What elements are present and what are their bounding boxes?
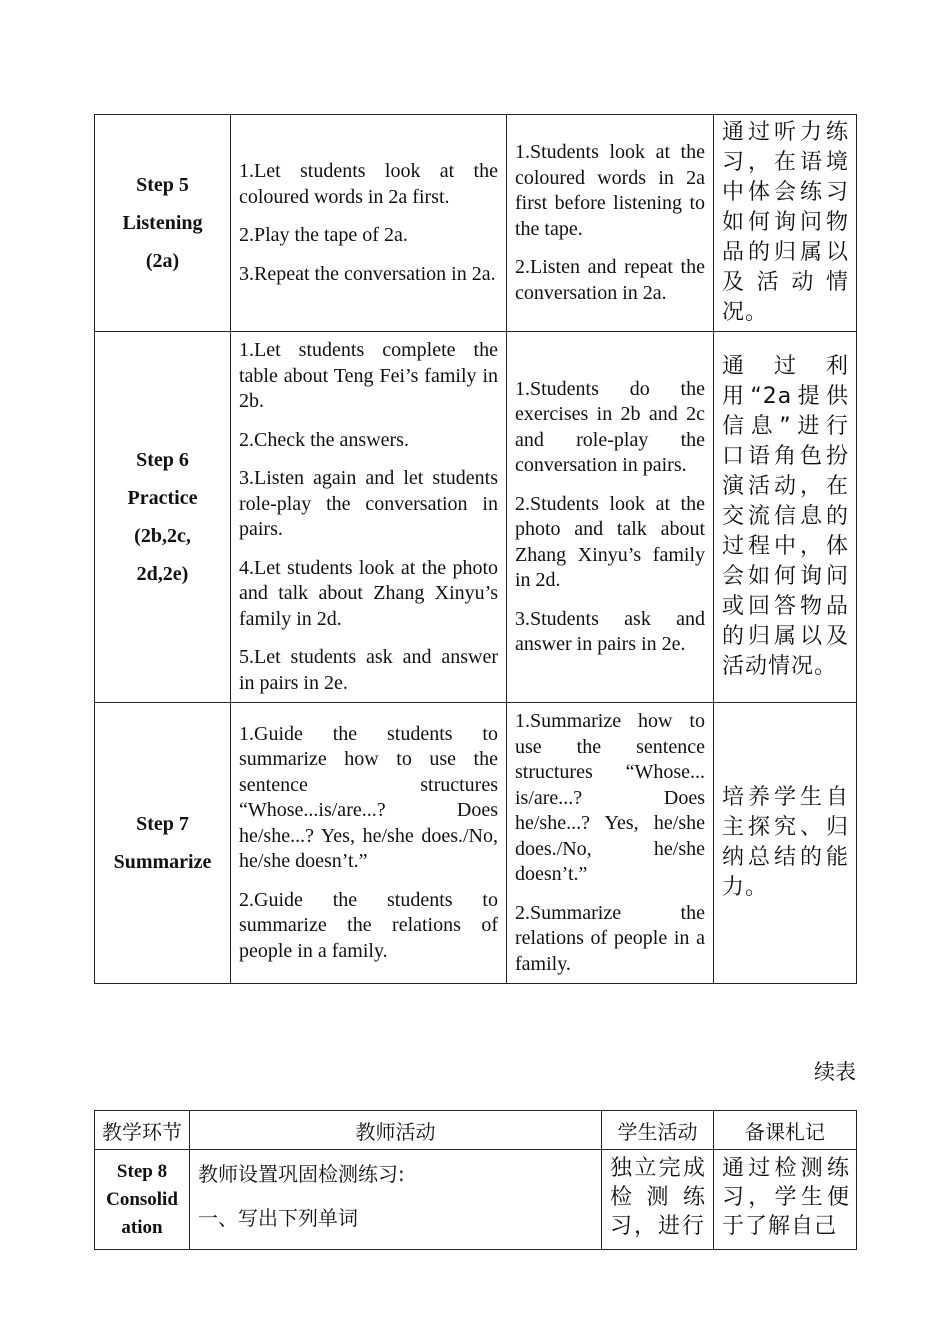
step-cell — [95, 332, 231, 703]
student-activity-item: 1.Summarize how to use the sentence structures “Whose... is/are...? Does he/she...? Yes, he/she does./No, he/she doesn’t.” — [515, 710, 705, 885]
teacher-activity-item: 3.Repeat the conversation in 2a. — [239, 262, 496, 285]
teacher-activity-cell — [231, 115, 507, 332]
student-activity-item: 1.Students do the exercises in 2b and 2c and role-play the conversation in pairs. — [515, 377, 705, 476]
teacher-activity-item: 1.Guide the students to summarize how to use the sentence structures “Whose...is/are...? Does he/she...? Yes, he/she does./No, he/she doesn’t.” — [239, 722, 498, 873]
student-activity-cell: 独立完成检测练习，进行 — [602, 1150, 714, 1250]
teacher-activity-item: 2.Guide the students to summarize the relations of people in a family. — [239, 888, 498, 962]
table-row — [95, 115, 857, 332]
student-activity-cell — [507, 332, 714, 703]
lesson-plan-table — [94, 114, 857, 984]
column-header: 学生活动 — [602, 1111, 714, 1150]
step-cell — [95, 1150, 190, 1250]
step-title: ation — [121, 1216, 163, 1238]
step-cell — [95, 115, 231, 332]
column-header: 教师活动 — [190, 1111, 602, 1150]
note-cell: 通过检测练习，学生便于了解自己 — [714, 1150, 857, 1250]
table-row — [95, 332, 857, 703]
step-title: Summarize — [113, 851, 212, 873]
student-activity-cell — [507, 115, 714, 332]
step-sections: (2a) — [145, 250, 180, 272]
step-sections: 2d,2e) — [136, 563, 189, 585]
student-activity-item: 2.Summarize the relations of people in a family. — [515, 901, 705, 975]
step-number: Step 8 — [116, 1160, 168, 1182]
table-header-row — [95, 1111, 857, 1150]
student-activity-item: 2.Listen and repeat the conversation in 2a. — [515, 256, 705, 304]
continued-label: 续表 — [814, 1060, 856, 1084]
teacher-activity-item: 一、写出下列单词 — [198, 1206, 358, 1230]
student-activity-item: 2.Students look at the photo and talk about Zhang Xinyu’s family in 2d. — [515, 492, 705, 591]
step-number: Step 7 — [136, 813, 189, 835]
student-activity-item: 1.Students look at the coloured words in 2a first before listening to the tape. — [515, 141, 705, 240]
note-cell: 培养学生自主探究、归纳总结的能力。 — [714, 703, 857, 984]
step-sections: (2b,2c, — [134, 525, 191, 547]
note-cell: 通过听力练习，在语境中体会练习如何询问物品的归属以及活动情况。 — [714, 115, 857, 332]
note-cell: 通过利用“2a提供信息”进行口语角色扮演活动，在交流信息的过程中，体会如何询问或回答物品的归属以及活动情况。 — [714, 332, 857, 703]
teacher-activity-item: 2.Check the answers. — [239, 428, 409, 451]
column-header: 教学环节 — [95, 1111, 190, 1150]
column-header: 备课札记 — [714, 1111, 857, 1150]
table-row — [95, 703, 857, 984]
teacher-activity-cell — [231, 703, 507, 984]
teacher-activity-cell — [231, 332, 507, 703]
teacher-activity-item: 2.Play the tape of 2a. — [239, 224, 408, 246]
teacher-activity-item: 1.Let students complete the table about Teng Fei’s family in 2b. — [239, 339, 498, 412]
step-cell — [95, 703, 231, 984]
teacher-activity-item: 教师设置巩固检测练习: — [198, 1162, 405, 1186]
teacher-activity-item: 4.Let students look at the photo and talk about Zhang Xinyu’s family in 2d. — [239, 556, 498, 630]
step-title: Listening — [122, 212, 203, 234]
step-number: Step 6 — [136, 449, 189, 471]
step-title: Consolid — [106, 1188, 178, 1210]
student-activity-cell — [507, 703, 714, 984]
teacher-activity-item: 1.Let students look at the coloured words in 2a first. — [239, 160, 498, 208]
lesson-plan-table-continued — [94, 1110, 857, 1250]
step-number: Step 5 — [136, 174, 189, 196]
teacher-activity-cell — [190, 1150, 602, 1250]
teacher-activity-item: 5.Let students ask and answer in pairs in 2e. — [239, 646, 498, 694]
student-activity-item: 3.Students ask and answer in pairs in 2e. — [515, 607, 705, 655]
step-title: Practice — [127, 487, 198, 509]
teacher-activity-item: 3.Listen again and let students role-play the conversation in pairs. — [239, 467, 498, 540]
table-row — [95, 1150, 857, 1250]
